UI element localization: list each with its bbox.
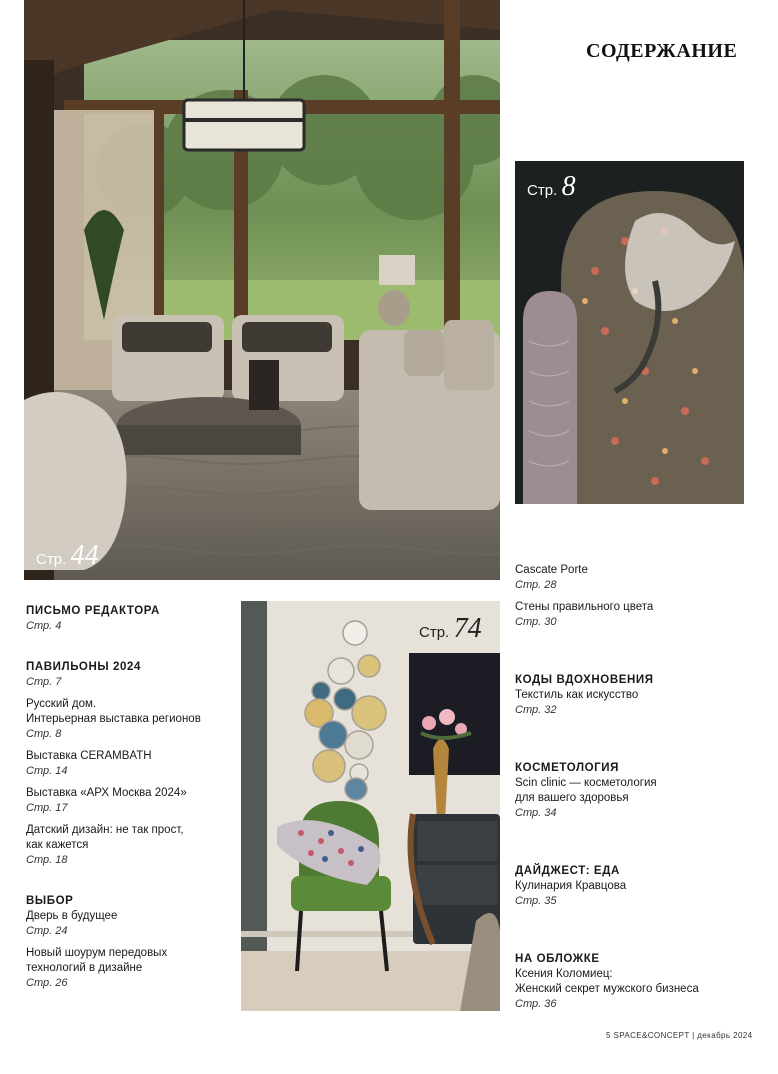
toc-entry-title[interactable]: Выставка CERAMBATH xyxy=(26,750,152,762)
toc-section-title[interactable]: ПИСЬМО РЕДАКТОРА xyxy=(26,605,160,617)
toc-entry-title[interactable]: Кулинария Кравцова xyxy=(515,880,627,892)
toc-entry-title[interactable]: Датский дизайн: не так прост, как кажется xyxy=(26,824,184,851)
toc-page-ref[interactable]: Стр. 4 xyxy=(26,620,62,632)
photo-page-label: Стр. 74 xyxy=(419,613,482,644)
toc-section-title[interactable]: КОДЫ ВДОХНОВЕНИЯ xyxy=(515,674,654,686)
toc-section xyxy=(515,952,765,1012)
arch-panel-illustration xyxy=(515,161,744,504)
photo-page-label: Стр. 44 xyxy=(36,540,99,571)
toc-page-ref[interactable]: Стр. 30 xyxy=(515,616,557,628)
toc-entry-title[interactable]: Scin clinic — косметология для вашего здоровья xyxy=(515,777,657,804)
toc-section-title[interactable]: КОСМЕТОЛОГИЯ xyxy=(515,762,620,774)
toc-section xyxy=(515,761,765,821)
interior-corner-illustration xyxy=(241,601,500,1011)
toc-entry-title[interactable]: Дверь в будущее xyxy=(26,910,118,922)
toc-entry-title[interactable]: Выставка «АРХ Москва 2024» xyxy=(26,787,187,799)
toc-page-ref[interactable]: Стр. 17 xyxy=(26,802,68,814)
toc-section xyxy=(26,894,236,991)
toc-section-title[interactable]: ПАВИЛЬОНЫ 2024 xyxy=(26,661,142,673)
toc-page-ref[interactable]: Стр. 8 xyxy=(26,728,62,740)
toc-section xyxy=(26,660,236,868)
page-title: СОДЕРЖАНИЕ xyxy=(586,40,738,62)
toc-page-ref[interactable]: Стр. 18 xyxy=(26,854,68,866)
toc-section xyxy=(26,604,236,634)
toc-page-ref[interactable]: Стр. 32 xyxy=(515,704,557,716)
toc-page-ref[interactable]: Стр. 7 xyxy=(26,676,62,688)
photo-page-label: Стр. 8 xyxy=(527,171,576,202)
page-footer: 5 SPACE&CONCEPT | декабрь 2024 xyxy=(606,1031,753,1040)
toc-entry-title[interactable]: Русский дом. Интерьерная выставка регионов xyxy=(26,698,201,725)
living-room-illustration xyxy=(24,0,500,580)
toc-section xyxy=(515,673,765,718)
toc-entry-title[interactable]: Стены правильного цвета xyxy=(515,601,654,613)
living-room-photo xyxy=(24,0,500,580)
toc-entry-title[interactable]: Cascate Porte xyxy=(515,564,588,576)
toc-page-ref[interactable]: Стр. 28 xyxy=(515,579,557,591)
arch-panel-photo xyxy=(515,161,744,504)
toc-section xyxy=(515,563,765,630)
toc-page-ref[interactable]: Стр. 35 xyxy=(515,895,557,907)
toc-section-title[interactable]: НА ОБЛОЖКЕ xyxy=(515,953,600,965)
toc-page-ref[interactable]: Стр. 24 xyxy=(26,925,68,937)
toc-right-column xyxy=(515,563,765,1012)
toc-left-column xyxy=(26,604,236,991)
toc-page-ref[interactable]: Стр. 34 xyxy=(515,807,557,819)
interior-corner-photo xyxy=(241,601,500,1011)
toc-page-ref[interactable]: Стр. 14 xyxy=(26,765,68,777)
toc-page-ref[interactable]: Стр. 26 xyxy=(26,977,68,989)
toc-entry-title[interactable]: Ксения Коломиец: Женский секрет мужского бизнеса xyxy=(515,968,699,995)
toc-section xyxy=(515,864,765,909)
toc-section-title[interactable]: ВЫБОР xyxy=(26,895,74,907)
toc-entry-title[interactable]: Текстиль как искусство xyxy=(515,689,639,701)
toc-page-ref[interactable]: Стр. 36 xyxy=(515,998,557,1010)
toc-section-title[interactable]: ДАЙДЖЕСТ: ЕДА xyxy=(515,865,620,877)
toc-entry-title[interactable]: Новый шоурум передовых технологий в дизайне xyxy=(26,947,168,974)
